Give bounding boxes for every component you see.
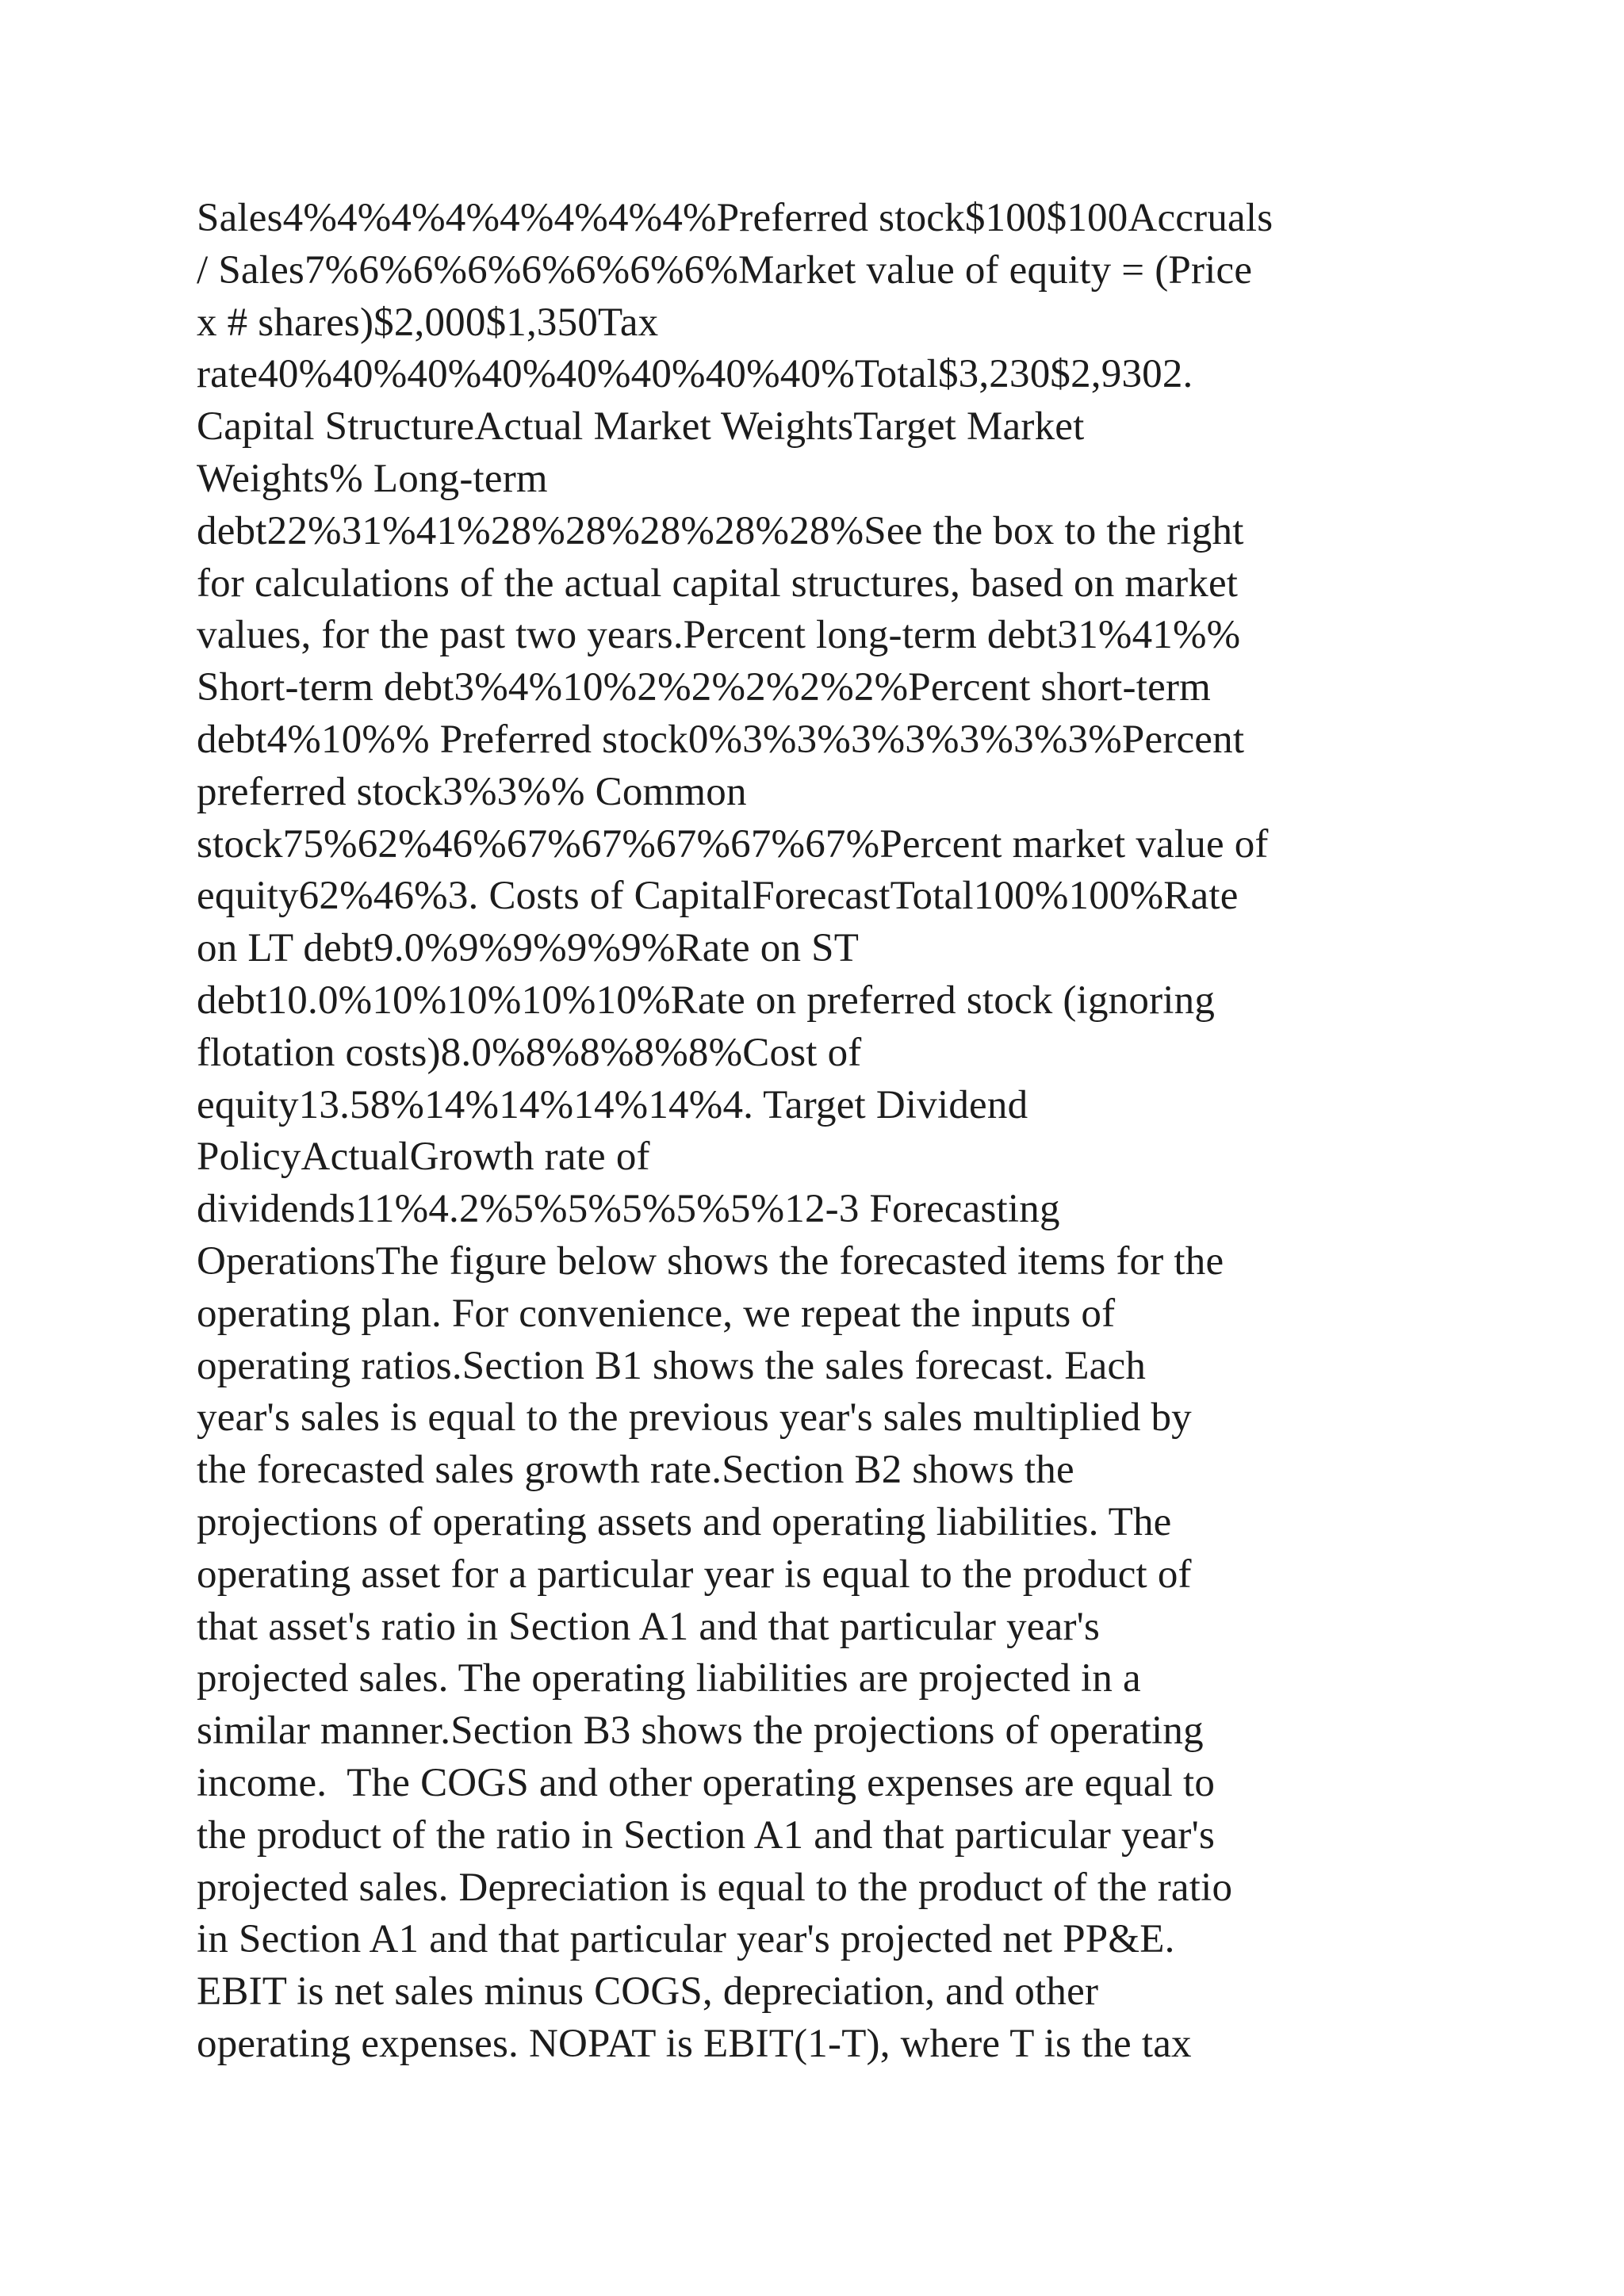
text-line: operating asset for a particular year is equal to the product of: [197, 1552, 1192, 1597]
text-line: equity13.58%14%14%14%14%4. Target Dividend: [197, 1082, 1028, 1127]
text-line: operating expenses. NOPAT is EBIT(1-T), where T is the tax: [197, 2021, 1192, 2066]
text-line: projected sales. The operating liabilities are projected in a: [197, 1656, 1141, 1701]
text-line: PolicyActualGrowth rate of: [197, 1135, 650, 1180]
text-line: stock75%62%46%67%67%67%67%67%Percent market value of: [197, 821, 1269, 867]
text-line: that asset's ratio in Section A1 and that particular year's: [197, 1604, 1101, 1649]
text-line: equity62%46%3. Costs of CapitalForecastTotal100%100%Rate: [197, 874, 1239, 919]
text-line: flotation costs)8.0%8%8%8%8%Cost of: [197, 1030, 862, 1075]
text-line: Sales4%4%4%4%4%4%4%4%Preferred stock$100$100Accruals: [197, 196, 1274, 240]
text-line: on LT debt9.0%9%9%9%9%Rate on ST: [197, 926, 860, 971]
text-line: Short-term debt3%4%10%2%2%2%2%2%Percent short-term: [197, 665, 1211, 710]
text-line: projected sales. Depreciation is equal to the product of the ratio: [197, 1865, 1233, 1910]
text-line: the forecasted sales growth rate.Section B2 shows the: [197, 1448, 1074, 1493]
text-line: debt10.0%10%10%10%10%Rate on preferred stock (ignoring: [197, 978, 1216, 1023]
text-line: in Section A1 and that particular year's projected net PP&E.: [197, 1917, 1175, 1962]
text-line: debt4%10%% Preferred stock0%3%3%3%3%3%3%3%Percent: [197, 717, 1245, 762]
text-line: x # shares)$2,000$1,350Tax: [197, 300, 659, 345]
text-line: debt22%31%41%28%28%28%28%28%See the box to the right: [197, 508, 1244, 553]
text-line: values, for the past two years.Percent long-term debt31%41%%: [197, 613, 1241, 658]
text-line: operating plan. For convenience, we repeat the inputs of: [197, 1291, 1116, 1336]
text-line: preferred stock3%3%% Common: [197, 769, 747, 814]
body-text: [197, 193, 1442, 2071]
text-line: / Sales7%6%6%6%6%6%6%6%Market value of equity = (Price: [197, 247, 1253, 293]
text-line: projections of operating assets and operating liabilities. The: [197, 1499, 1172, 1544]
text-line: income. The COGS and other operating expenses are equal to: [197, 1760, 1216, 1805]
text-line: EBIT is net sales minus COGS, depreciation, and other: [197, 1969, 1099, 2015]
text-line: year's sales is equal to the previous year's sales multiplied by: [197, 1395, 1192, 1441]
text-line: dividends11%4.2%5%5%5%5%5%12-3 Forecasting: [197, 1187, 1060, 1232]
text-line: similar manner.Section B3 shows the projections of operating: [197, 1709, 1204, 1754]
text-line: Capital StructureActual Market WeightsTarget Market: [197, 404, 1085, 450]
text-line: for calculations of the actual capital structures, based on market: [197, 561, 1239, 606]
text-line: the product of the ratio in Section A1 and that particular year's: [197, 1812, 1216, 1858]
text-line: operating ratios.Section B1 shows the sales forecast. Each: [197, 1343, 1147, 1388]
text-line: rate40%40%40%40%40%40%40%40%Total$3,230$2,9302.: [197, 352, 1193, 397]
text-line: OperationsThe figure below shows the forecasted items for the: [197, 1238, 1224, 1284]
text-line: Weights% Long-term: [197, 456, 548, 501]
